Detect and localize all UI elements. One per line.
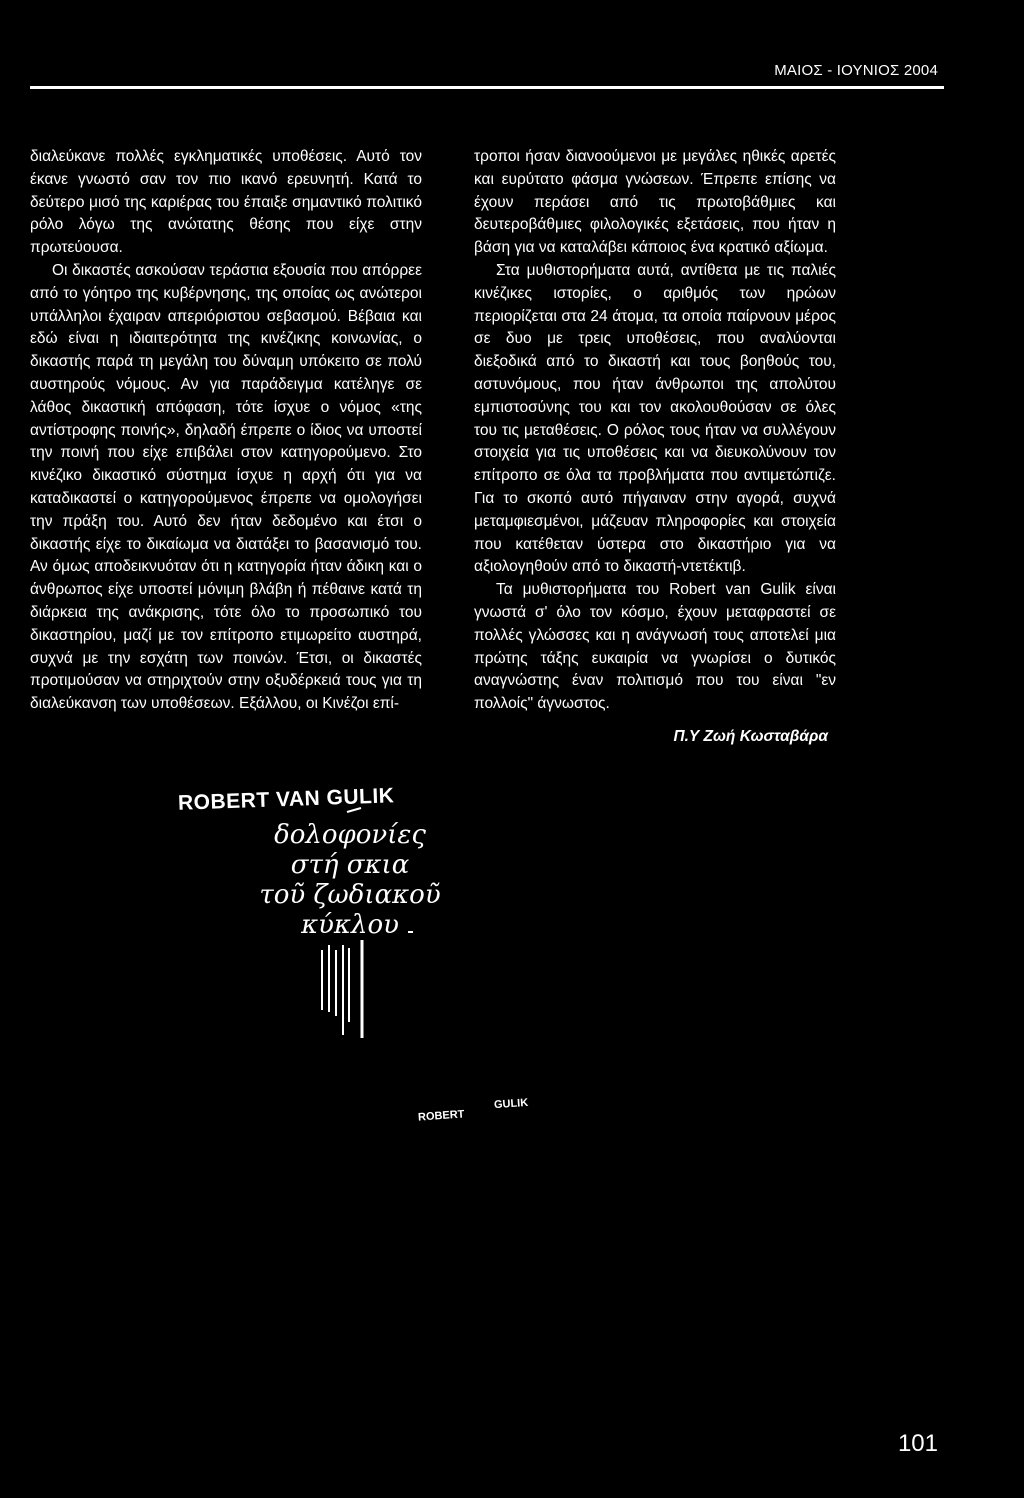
- cover-bars-icon: [150, 780, 570, 1120]
- author-signature: Π.Υ Ζωή Κωσταβάρα: [673, 727, 828, 745]
- right-column: [474, 146, 836, 749]
- cover-small-right: GULIK: [493, 1096, 529, 1112]
- right-paragraph-3: Τα μυθιστορήματα του Robert van Gulik είναι γνωστά σ' όλο τον κόσμο, έχουν μεταφραστεί σε πολλές γλώσσες και η ανάγνωσή τους αποτελεί μια πρώτης τάξης ευκαιρία να γνωρίσει ο δυτικός αναγνώστης έναν πολιτισμό που του είναι "εν πολλοίς" άγνωστος.: [474, 581, 836, 713]
- cover-title-line-2: στή σκια: [290, 850, 410, 880]
- right-paragraph-2: Στα μυθιστορήματα αυτά, αντίθετα με τις παλιές κινέζικες ιστορίες, ο αριθμός των ηρώων περιορίζεται στα 24 άτομα, τα οποία παίρνουν μέρος σε δυο με τρεις υποθέσεις, που αναλύονται διεξοδικά από το δικαστή και τους βοηθούς του, αστυνόμους, που ήταν άνθρωποι της απολύτου εμπιστοσύνης του και τον ακολουθούσαν σε όλες του τις μεταθέσεις. Ο ρόλος τους ήταν να συλλέγουν στοιχεία για τις υποθέσεις και να διευκολύνουν τον επίτροπο σε όλα τα προβλήματα που αντιμετώπιζε. Για το σκοπό αυτό πήγαιναν στην αγορά, συχνά μεταμφιεσμένοι, μάζευαν πληροφορίες και στοιχεία που κατέθεταν ύστερα στο δικαστήριο για να αξιολογηθούν από το δικαστή-ντετέκτιβ.: [474, 261, 836, 576]
- right-paragraph-1: τροποι ήσαν διανοούμενοι με μεγάλες ηθικές αρετές και ευρύτατο φάσμα γνώσεων. Έπρεπε επίσης να έχουν περάσει από τις πρωτοβάθμιες και δευτεροβάθμιες φιλολογικές εξετάσεις, που ήταν η βάση για να καταλάβει κάποιος ένα κρατικό αξίωμα.: [474, 148, 836, 257]
- header-rule: [30, 86, 944, 89]
- book-cover: [150, 780, 570, 1124]
- issue-header: ΜΑΙΟΣ - ΙΟΥΝΙΟΣ 2004: [774, 62, 938, 79]
- cover-title-line-1: δολοφονίες: [274, 820, 426, 850]
- left-paragraph-2: Οι δικαστές ασκούσαν τεράστια εξουσία που απόρρεε από το γόητρο της κυβέρνησης, της οποίας ως ανώτεροι υπάλληλοι έχαιραν απεριόριστου σεβασμού. Βέβαια και εδώ είναι η ιδιαιτερότητα της κινέζικης κοινωνίας, ο δικαστής παρά τη μεγάλη του δύναμη υπόκειτο σε πολύ αυστηρούς νόμους. Αν για παράδειγμα κατέληγε σε λάθος δικαστική απόφαση, τότε ίσχυε ο νόμος «της αντίστροφης ποινής», δηλαδή έπρεπε ο ίδιος να υποστεί την ποινή που είχε επιβάλει στον κατηγορούμενο. Στο κινέζικο δικαστικό σύστημα ίσχυε η αρχή ότι για να καταδικαστεί ο κατηγορούμενος έπρεπε να ομολογήσει την πράξη του. Αυτό δεν ήταν δεδομένο και έτσι ο δικαστής είχε το δικαίωμα να διατάξει το βασανισμό του. Αν όμως αποδεικνυόταν ότι η κατηγορία ήταν άδικη και ο άνθρωπος είχε υποστεί μόνιμη βλάβη ή πέθαινε κατά τη διάρκεια της ανάκρισης, τότε όλο το προσωπικό του δικαστηρίου, μαζί με τον επίτροπο ετιμωρείτο αυστηρά, συχνά με την εσχάτη των ποινών. Έτσι, οι δικαστές προτιμούσαν να στηριχτούν στην οξυδέρκειά τους για τη διαλεύκανση των υποθέσεων. Εξάλλου, οι Κινέζοι επί-: [30, 261, 422, 713]
- left-column: [30, 146, 422, 716]
- cover-author: ROBERT VAN GULIK: [177, 784, 395, 815]
- cover-title-line-3: τοῦ ζωδιακοῦ: [259, 880, 441, 910]
- page-number: 101: [897, 1430, 938, 1457]
- left-paragraph-1: διαλεύκανε πολλές εγκληματικές υποθέσεις. Αυτό τον έκανε γνωστό σαν τον πιο ικανό ερευνητή. Κατά το δεύτερο μισό της καριέρας του έπαιξε σημαντικό πολιτικό ρόλο λόγω της ανώτατης θέσης που είχε στην πρωτεύουσα.: [30, 148, 422, 257]
- cover-small-left: ROBERT: [417, 1108, 465, 1124]
- cover-title-line-4: κύκλου: [301, 910, 399, 940]
